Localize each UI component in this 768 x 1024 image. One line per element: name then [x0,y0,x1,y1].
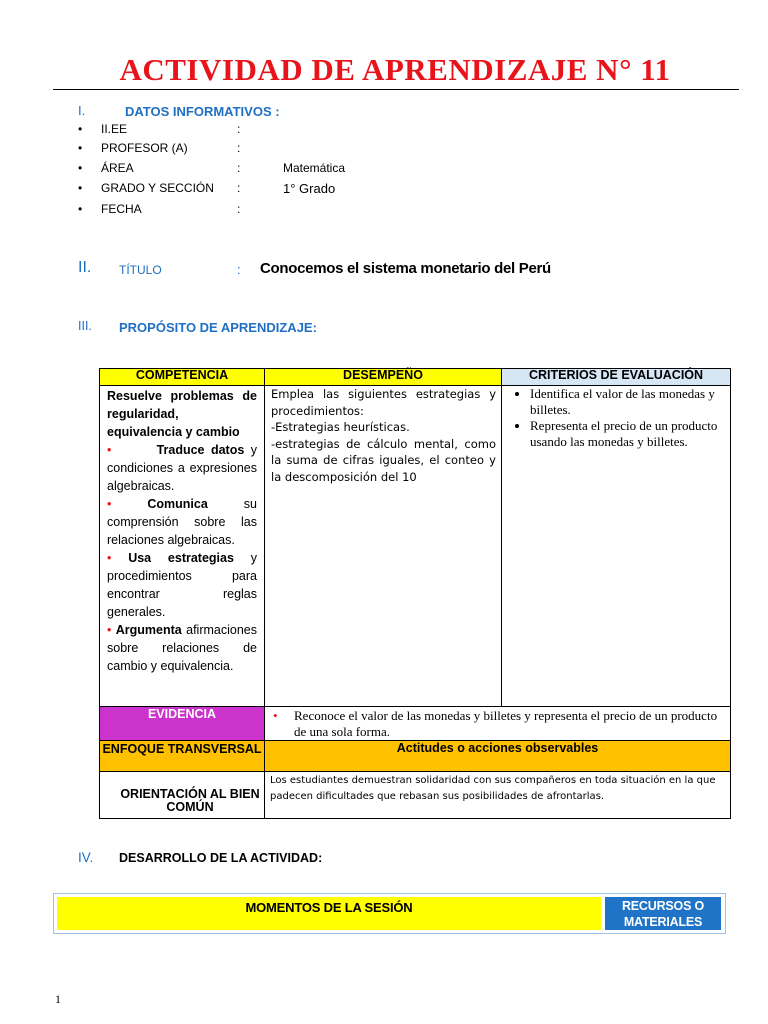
desempeno-line: -estrategias de cálculo mental, como la suma de cifras iguales, el conteo y la descomposición del 10 [271,436,496,484]
info-value: 1° Grado [283,181,336,196]
moments-table [53,893,726,934]
section-1-number: I. [78,103,86,118]
section-2-label: TÍTULO [119,263,162,277]
header-competencia: COMPETENCIA [100,369,265,386]
bullet-icon: • [78,181,83,195]
momentos-header: MOMENTOS DE LA SESIÓN [245,900,413,915]
info-label: GRADO Y SECCIÓN [101,181,214,195]
section-2-number: II. [78,259,92,276]
competencia-item: • Usa estrategias y procedimientos para encontrar reglas generales. [107,551,257,619]
info-colon: : [237,122,241,136]
evidencia-cell [265,707,731,741]
evidencia-item: • Reconoce el valor de las monedas y billetes y representa el precio de un producto de una sola forma. [273,708,718,739]
actitudes-label: Actitudes o acciones observables [265,741,731,772]
page-title: ACTIVIDAD DE APRENDIZAJE N° 11 [119,52,671,87]
competencia-title: Resuelve problemas de regularidad, equivalencia y cambio [107,389,257,439]
section-4-heading: DESARROLLO DE LA ACTIVIDAD: [119,851,323,865]
info-colon: : [237,161,241,175]
criterios-list [502,386,730,450]
bullet-icon: • [107,443,112,457]
criterios-cell [502,386,731,707]
session-title: Conocemos el sistema monetario del Perú [260,260,551,277]
info-label: FECHA [101,202,142,216]
bullet-icon: • [78,161,83,175]
section-3-number: III. [78,319,92,333]
header-criterios: CRITERIOS DE EVALUACIÓN [502,369,731,386]
bullet-icon: • [107,497,112,511]
desempeno-line: Emplea las siguientes estrategias y procedimientos: [271,387,496,418]
momentos-header-cell [57,897,601,930]
info-label: PROFESOR (A) [101,141,188,155]
title-divider [53,89,739,90]
competencia-item: • Comunica su comprensión sobre las relaciones algebraicas. [107,497,257,547]
recursos-header: RECURSOS O MATERIALES [621,899,705,929]
section-3-heading: PROPÓSITO DE APRENDIZAJE: [119,320,317,335]
info-colon: : [237,141,241,155]
competencia-item: • Traduce datos y condiciones a expresiones algebraicas. [107,443,257,493]
section-4-number: IV. [78,850,94,865]
enfoque-label: ENFOQUE TRANSVERSAL [100,741,265,772]
orientacion-label: ORIENTACIÓN AL BIEN COMÚN [100,772,265,819]
bullet-icon: • [78,202,83,216]
bullet-icon: • [107,623,112,637]
bullet-icon: • [273,708,278,723]
evidencia-label: EVIDENCIA [100,707,265,741]
info-colon: : [237,202,241,216]
recursos-header-cell [605,897,721,930]
criterio-item: • Representa el precio de un producto usando las monedas y billetes. [530,418,726,450]
desempeno-line: -Estrategias heurísticas. [271,420,410,434]
desempeno-cell [265,386,502,707]
competencia-cell [100,386,265,707]
learning-purpose-table [99,368,731,819]
section-1-heading: DATOS INFORMATIVOS : [125,104,280,119]
bullet-icon: • [78,122,83,136]
bullet-icon: • [78,141,83,155]
criterio-item: • Identifica el valor de las monedas y billetes. [530,386,726,418]
bullet-icon: • [107,551,112,565]
page-number: 1 [55,992,61,1006]
info-value: Matemática [283,161,346,175]
info-label: II.EE [101,122,128,136]
info-colon: : [237,181,241,195]
info-label: ÁREA [101,161,134,175]
header-desempeno: DESEMPEÑO [265,369,502,386]
orientacion-text: Los estudiantes demuestran solidaridad con sus compañeros en toda situación en la que padecen dificultades que rebasan sus posibilidades de afrontarlas. [265,772,731,819]
section-2-colon: : [237,262,241,277]
competencia-item: • Argumenta afirmaciones sobre relaciones de cambio y equivalencia. [107,623,257,673]
